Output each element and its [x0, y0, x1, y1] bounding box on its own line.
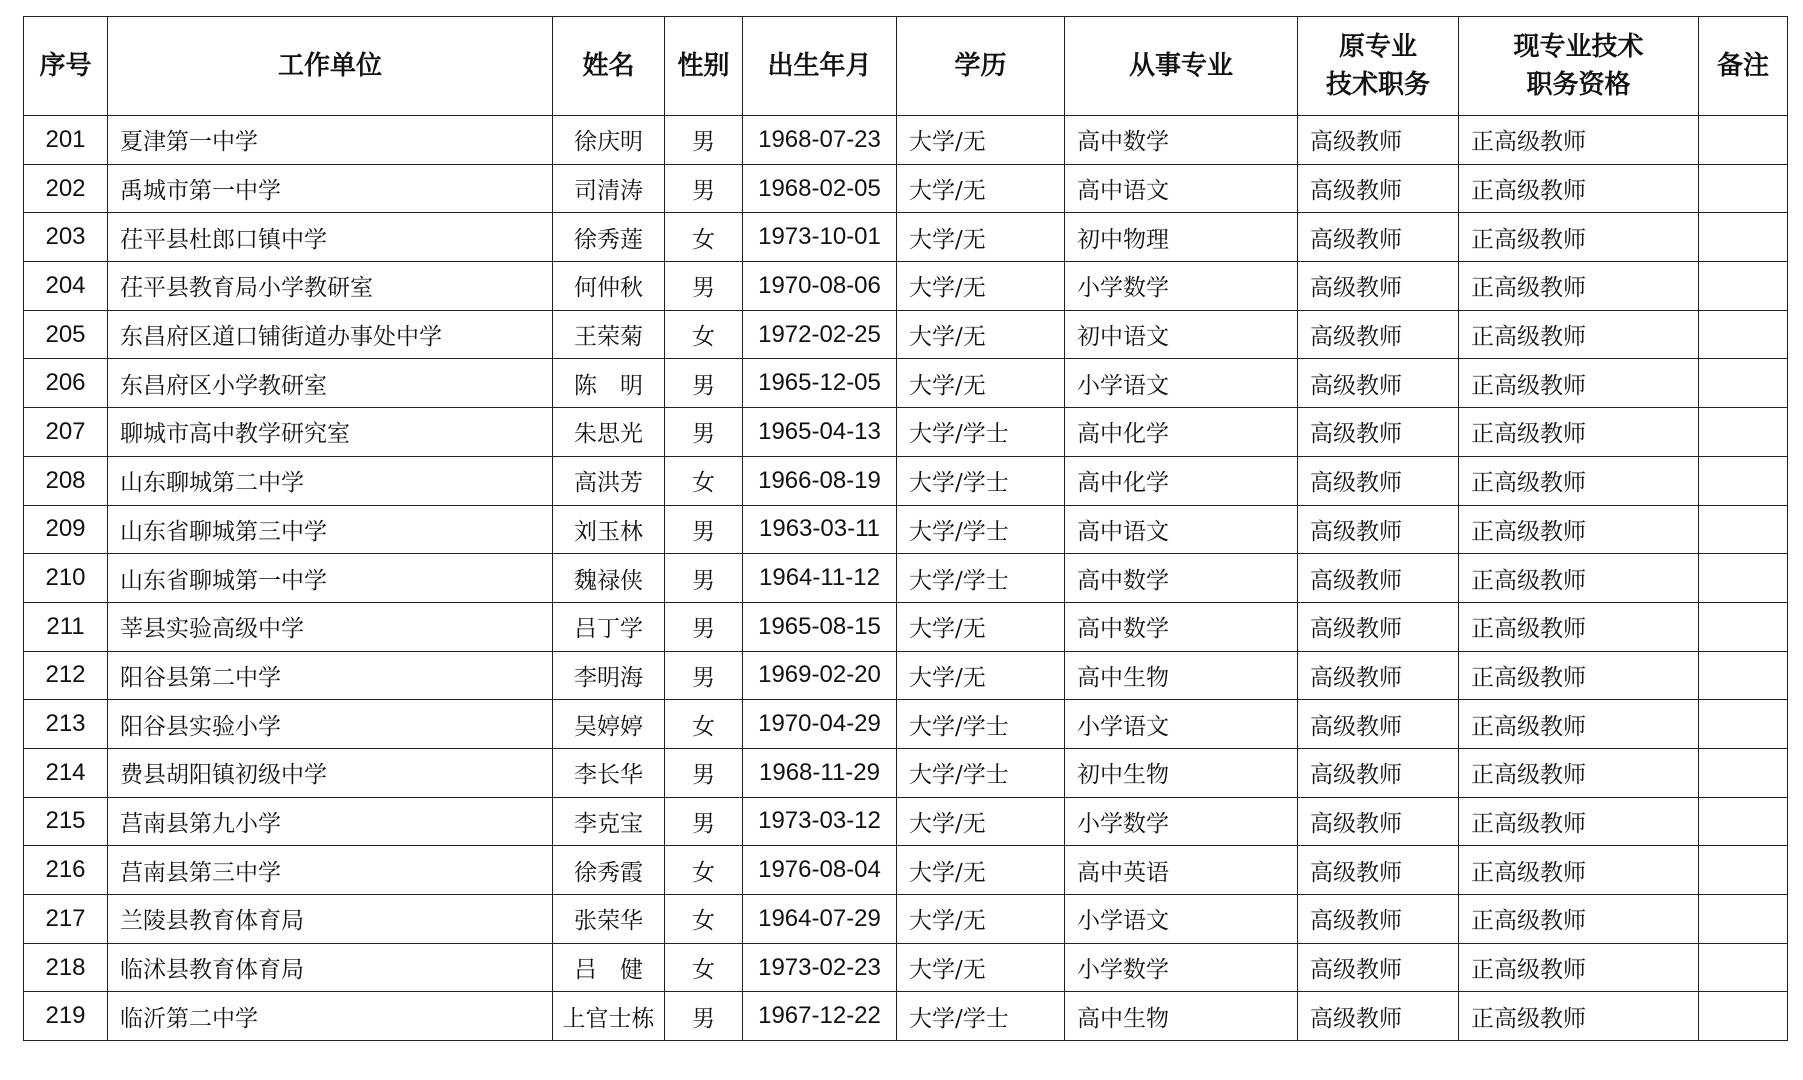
header-seq: 序号	[24, 17, 108, 116]
cell-curr-title: 正高级教师	[1459, 554, 1699, 603]
header-education: 学历	[897, 17, 1065, 116]
cell-unit: 东昌府区小学教研室	[108, 359, 553, 408]
cell-orig-title: 高级教师	[1298, 602, 1459, 651]
cell-curr-title: 正高级教师	[1459, 359, 1699, 408]
cell-name: 何仲秋	[553, 262, 665, 311]
cell-birth: 1973-03-12	[743, 797, 897, 846]
cell-gender: 女	[665, 700, 743, 749]
table-row	[24, 895, 1788, 944]
cell-curr-title: 正高级教师	[1459, 895, 1699, 944]
cell-remarks	[1699, 262, 1788, 311]
cell-birth: 1967-12-22	[743, 992, 897, 1041]
header-specialty: 从事专业	[1065, 17, 1298, 116]
cell-name: 李克宝	[553, 797, 665, 846]
header-curr-title-line1: 现专业技术	[1513, 32, 1644, 62]
cell-gender: 女	[665, 310, 743, 359]
cell-remarks	[1699, 651, 1788, 700]
cell-orig-title: 高级教师	[1298, 359, 1459, 408]
cell-specialty: 高中生物	[1065, 651, 1298, 700]
cell-education: 大学/无	[897, 895, 1065, 944]
cell-education: 大学/无	[897, 651, 1065, 700]
table-row	[24, 748, 1788, 797]
cell-remarks	[1699, 213, 1788, 262]
cell-name: 高洪芳	[553, 456, 665, 505]
cell-unit: 山东省聊城第一中学	[108, 554, 553, 603]
cell-unit: 莒南县第三中学	[108, 846, 553, 895]
cell-remarks	[1699, 116, 1788, 165]
cell-curr-title: 正高级教师	[1459, 456, 1699, 505]
table-row	[24, 602, 1788, 651]
header-orig-title-line1: 原专业	[1338, 32, 1417, 62]
cell-education: 大学/无	[897, 213, 1065, 262]
cell-seq: 219	[24, 992, 108, 1041]
cell-remarks	[1699, 846, 1788, 895]
cell-education: 大学/无	[897, 943, 1065, 992]
cell-education: 大学/无	[897, 602, 1065, 651]
cell-education: 大学/学士	[897, 408, 1065, 457]
cell-seq: 211	[24, 602, 108, 651]
cell-unit: 东昌府区道口铺街道办事处中学	[108, 310, 553, 359]
cell-specialty: 高中语文	[1065, 505, 1298, 554]
cell-specialty: 初中物理	[1065, 213, 1298, 262]
cell-specialty: 高中英语	[1065, 846, 1298, 895]
cell-specialty: 小学语文	[1065, 895, 1298, 944]
header-orig-title	[1298, 17, 1459, 116]
cell-education: 大学/无	[897, 116, 1065, 165]
cell-gender: 女	[665, 895, 743, 944]
cell-orig-title: 高级教师	[1298, 456, 1459, 505]
table-row	[24, 116, 1788, 165]
cell-unit: 莘县实验高级中学	[108, 602, 553, 651]
header-orig-title-line2: 技术职务	[1325, 70, 1430, 100]
cell-education: 大学/无	[897, 797, 1065, 846]
cell-curr-title: 正高级教师	[1459, 213, 1699, 262]
cell-specialty: 小学语文	[1065, 700, 1298, 749]
cell-unit: 茌平县教育局小学教研室	[108, 262, 553, 311]
cell-name: 李明海	[553, 651, 665, 700]
cell-curr-title: 正高级教师	[1459, 408, 1699, 457]
cell-remarks	[1699, 700, 1788, 749]
cell-orig-title: 高级教师	[1298, 748, 1459, 797]
cell-remarks	[1699, 602, 1788, 651]
cell-seq: 206	[24, 359, 108, 408]
cell-education: 大学/无	[897, 164, 1065, 213]
cell-orig-title: 高级教师	[1298, 310, 1459, 359]
table-row	[24, 943, 1788, 992]
cell-specialty: 高中化学	[1065, 456, 1298, 505]
cell-remarks	[1699, 164, 1788, 213]
cell-specialty: 高中生物	[1065, 992, 1298, 1041]
cell-seq: 216	[24, 846, 108, 895]
cell-curr-title: 正高级教师	[1459, 992, 1699, 1041]
cell-curr-title: 正高级教师	[1459, 116, 1699, 165]
cell-gender: 女	[665, 213, 743, 262]
cell-gender: 男	[665, 992, 743, 1041]
cell-orig-title: 高级教师	[1298, 262, 1459, 311]
cell-name: 上官士栋	[553, 992, 665, 1041]
cell-specialty: 高中化学	[1065, 408, 1298, 457]
cell-orig-title: 高级教师	[1298, 505, 1459, 554]
table-row	[24, 213, 1788, 262]
cell-gender: 男	[665, 164, 743, 213]
table-row	[24, 408, 1788, 457]
header-curr-title	[1459, 17, 1699, 116]
cell-birth: 1970-08-06	[743, 262, 897, 311]
cell-name: 司清涛	[553, 164, 665, 213]
cell-specialty: 高中语文	[1065, 164, 1298, 213]
cell-seq: 214	[24, 748, 108, 797]
cell-unit: 禹城市第一中学	[108, 164, 553, 213]
cell-gender: 男	[665, 262, 743, 311]
cell-name: 吕丁学	[553, 602, 665, 651]
cell-orig-title: 高级教师	[1298, 895, 1459, 944]
cell-name: 张荣华	[553, 895, 665, 944]
cell-remarks	[1699, 554, 1788, 603]
cell-curr-title: 正高级教师	[1459, 748, 1699, 797]
cell-unit: 山东聊城第二中学	[108, 456, 553, 505]
table-row	[24, 359, 1788, 408]
table-row	[24, 164, 1788, 213]
cell-name: 徐秀莲	[553, 213, 665, 262]
cell-education: 大学/学士	[897, 554, 1065, 603]
cell-curr-title: 正高级教师	[1459, 846, 1699, 895]
cell-remarks	[1699, 310, 1788, 359]
table-row	[24, 262, 1788, 311]
cell-birth: 1969-02-20	[743, 651, 897, 700]
cell-remarks	[1699, 456, 1788, 505]
cell-curr-title: 正高级教师	[1459, 602, 1699, 651]
cell-birth: 1963-03-11	[743, 505, 897, 554]
cell-orig-title: 高级教师	[1298, 700, 1459, 749]
cell-curr-title: 正高级教师	[1459, 310, 1699, 359]
cell-seq: 217	[24, 895, 108, 944]
cell-unit: 茌平县杜郎口镇中学	[108, 213, 553, 262]
header-name: 姓名	[553, 17, 665, 116]
cell-orig-title: 高级教师	[1298, 651, 1459, 700]
cell-education: 大学/学士	[897, 700, 1065, 749]
cell-specialty: 初中生物	[1065, 748, 1298, 797]
cell-orig-title: 高级教师	[1298, 116, 1459, 165]
cell-unit: 聊城市高中教学研究室	[108, 408, 553, 457]
cell-orig-title: 高级教师	[1298, 554, 1459, 603]
cell-name: 吕 健	[553, 943, 665, 992]
cell-seq: 205	[24, 310, 108, 359]
cell-name: 王荣菊	[553, 310, 665, 359]
cell-orig-title: 高级教师	[1298, 992, 1459, 1041]
header-curr-title-line2: 职务资格	[1526, 70, 1631, 100]
cell-birth: 1965-04-13	[743, 408, 897, 457]
cell-specialty: 高中数学	[1065, 602, 1298, 651]
header-gender: 性别	[665, 17, 743, 116]
cell-birth: 1972-02-25	[743, 310, 897, 359]
cell-seq: 212	[24, 651, 108, 700]
cell-name: 朱思光	[553, 408, 665, 457]
cell-seq: 204	[24, 262, 108, 311]
cell-birth: 1964-11-12	[743, 554, 897, 603]
header-birth: 出生年月	[743, 17, 897, 116]
cell-gender: 男	[665, 554, 743, 603]
cell-curr-title: 正高级教师	[1459, 700, 1699, 749]
cell-education: 大学/无	[897, 262, 1065, 311]
cell-name: 徐秀霞	[553, 846, 665, 895]
cell-education: 大学/学士	[897, 992, 1065, 1041]
cell-birth: 1973-10-01	[743, 213, 897, 262]
cell-gender: 女	[665, 943, 743, 992]
table-row	[24, 554, 1788, 603]
cell-seq: 218	[24, 943, 108, 992]
cell-unit: 兰陵县教育体育局	[108, 895, 553, 944]
cell-seq: 202	[24, 164, 108, 213]
table-row	[24, 505, 1788, 554]
cell-education: 大学/无	[897, 310, 1065, 359]
cell-specialty: 小学数学	[1065, 943, 1298, 992]
cell-gender: 男	[665, 116, 743, 165]
cell-birth: 1966-08-19	[743, 456, 897, 505]
cell-gender: 女	[665, 846, 743, 895]
cell-remarks	[1699, 408, 1788, 457]
cell-name: 陈 明	[553, 359, 665, 408]
cell-seq: 207	[24, 408, 108, 457]
cell-remarks	[1699, 943, 1788, 992]
cell-gender: 男	[665, 505, 743, 554]
cell-education: 大学/学士	[897, 456, 1065, 505]
cell-seq: 201	[24, 116, 108, 165]
cell-orig-title: 高级教师	[1298, 943, 1459, 992]
table-row	[24, 797, 1788, 846]
cell-specialty: 初中语文	[1065, 310, 1298, 359]
cell-unit: 阳谷县第二中学	[108, 651, 553, 700]
cell-education: 大学/无	[897, 359, 1065, 408]
cell-specialty: 小学数学	[1065, 797, 1298, 846]
cell-gender: 男	[665, 359, 743, 408]
cell-gender: 男	[665, 602, 743, 651]
cell-name: 徐庆明	[553, 116, 665, 165]
cell-birth: 1964-07-29	[743, 895, 897, 944]
cell-seq: 209	[24, 505, 108, 554]
cell-education: 大学/学士	[897, 748, 1065, 797]
cell-remarks	[1699, 797, 1788, 846]
cell-unit: 莒南县第九小学	[108, 797, 553, 846]
table-row	[24, 846, 1788, 895]
cell-birth: 1968-02-05	[743, 164, 897, 213]
cell-birth: 1965-12-05	[743, 359, 897, 408]
cell-birth: 1976-08-04	[743, 846, 897, 895]
cell-name: 吴婷婷	[553, 700, 665, 749]
table-row	[24, 992, 1788, 1041]
cell-seq: 210	[24, 554, 108, 603]
cell-orig-title: 高级教师	[1298, 164, 1459, 213]
cell-unit: 临沭县教育体育局	[108, 943, 553, 992]
cell-seq: 208	[24, 456, 108, 505]
cell-birth: 1970-04-29	[743, 700, 897, 749]
cell-education: 大学/学士	[897, 505, 1065, 554]
cell-unit: 夏津第一中学	[108, 116, 553, 165]
cell-name: 魏禄侠	[553, 554, 665, 603]
cell-specialty: 高中数学	[1065, 116, 1298, 165]
cell-name: 李长华	[553, 748, 665, 797]
cell-seq: 215	[24, 797, 108, 846]
table-row	[24, 310, 1788, 359]
cell-curr-title: 正高级教师	[1459, 262, 1699, 311]
cell-specialty: 高中数学	[1065, 554, 1298, 603]
cell-gender: 男	[665, 651, 743, 700]
cell-orig-title: 高级教师	[1298, 408, 1459, 457]
cell-education: 大学/无	[897, 846, 1065, 895]
cell-remarks	[1699, 505, 1788, 554]
cell-specialty: 小学语文	[1065, 359, 1298, 408]
table-body	[24, 116, 1788, 1041]
header-row	[24, 17, 1788, 116]
cell-orig-title: 高级教师	[1298, 797, 1459, 846]
cell-curr-title: 正高级教师	[1459, 797, 1699, 846]
cell-unit: 阳谷县实验小学	[108, 700, 553, 749]
table-row	[24, 456, 1788, 505]
cell-gender: 女	[665, 456, 743, 505]
header-remarks: 备注	[1699, 17, 1788, 116]
cell-orig-title: 高级教师	[1298, 846, 1459, 895]
cell-gender: 男	[665, 797, 743, 846]
cell-birth: 1973-02-23	[743, 943, 897, 992]
cell-curr-title: 正高级教师	[1459, 164, 1699, 213]
cell-unit: 山东省聊城第三中学	[108, 505, 553, 554]
cell-birth: 1965-08-15	[743, 602, 897, 651]
cell-curr-title: 正高级教师	[1459, 505, 1699, 554]
cell-gender: 男	[665, 748, 743, 797]
cell-birth: 1968-07-23	[743, 116, 897, 165]
cell-curr-title: 正高级教师	[1459, 943, 1699, 992]
cell-specialty: 小学数学	[1065, 262, 1298, 311]
cell-unit: 临沂第二中学	[108, 992, 553, 1041]
roster-table	[23, 16, 1788, 1041]
cell-name: 刘玉林	[553, 505, 665, 554]
cell-remarks	[1699, 748, 1788, 797]
cell-birth: 1968-11-29	[743, 748, 897, 797]
cell-seq: 203	[24, 213, 108, 262]
header-unit: 工作单位	[108, 17, 553, 116]
cell-unit: 费县胡阳镇初级中学	[108, 748, 553, 797]
cell-gender: 男	[665, 408, 743, 457]
table-row	[24, 700, 1788, 749]
cell-remarks	[1699, 359, 1788, 408]
cell-seq: 213	[24, 700, 108, 749]
cell-remarks	[1699, 895, 1788, 944]
cell-orig-title: 高级教师	[1298, 213, 1459, 262]
table-row	[24, 651, 1788, 700]
cell-remarks	[1699, 992, 1788, 1041]
cell-curr-title: 正高级教师	[1459, 651, 1699, 700]
